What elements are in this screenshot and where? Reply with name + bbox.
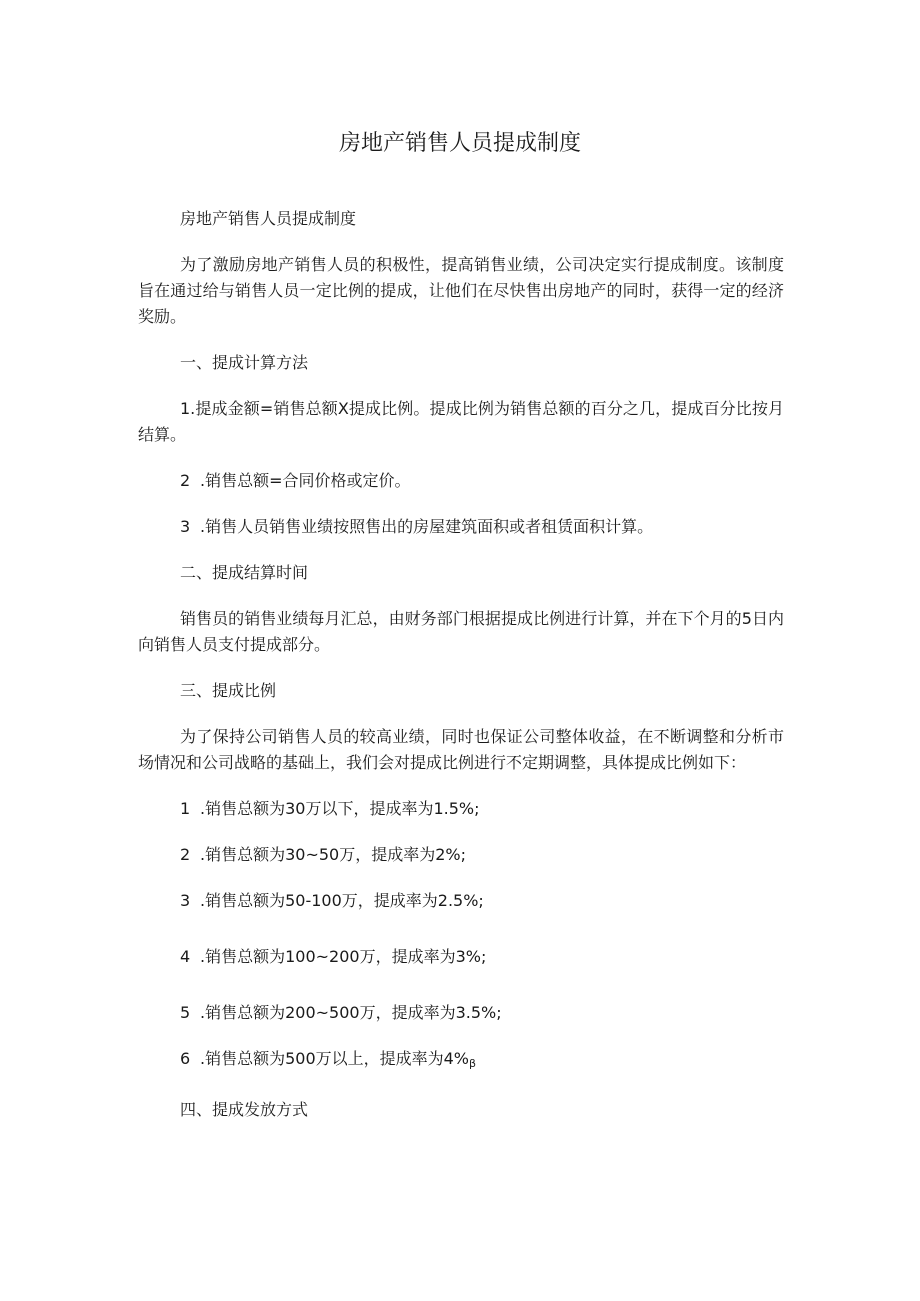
document-title: 房地产销售人员提成制度 bbox=[338, 131, 581, 156]
rate-item-6 bbox=[138, 1046, 784, 1077]
list-number: 2 bbox=[180, 471, 191, 490]
list-number: 2 bbox=[180, 845, 191, 864]
list-text: .销售总额=合同价格或定价。 bbox=[200, 471, 411, 490]
section-heading-payout: 四、提成发放方式 bbox=[180, 1100, 309, 1119]
section-heading-calculation: 一、提成计算方法 bbox=[180, 353, 309, 372]
list-number: 3 bbox=[180, 891, 191, 910]
rate-item-4 bbox=[138, 944, 784, 970]
list-text: .销售人员销售业绩按照售出的房屋建筑面积或者租赁面积计算。 bbox=[200, 517, 654, 536]
calculation-item-2 bbox=[138, 468, 784, 494]
list-number: 3 bbox=[180, 517, 191, 536]
list-number: 6 bbox=[180, 1049, 191, 1068]
document-subtitle: 房地产销售人员提成制度 bbox=[180, 209, 357, 228]
intro-paragraph: 为了激励房地产销售人员的积极性，提高销售业绩，公司决定实行提成制度。该制度旨在通过给与销售人员一定比例的提成，让他们在尽快售出房地产的同时，获得一定的经济奖励。 bbox=[138, 255, 784, 326]
rates-paragraph: 为了保持公司销售人员的较高业绩，同时也保证公司整体收益，在不断调整和分析市场情况和公司战略的基础上，我们会对提成比例进行不定期调整，具体提成比例如下： bbox=[138, 727, 784, 772]
list-text: .销售总额为500万以上，提成率为4% bbox=[200, 1049, 470, 1068]
section-heading-rates: 三、提成比例 bbox=[180, 681, 277, 700]
list-number: 1 bbox=[180, 799, 191, 818]
rate-item-3 bbox=[138, 888, 784, 914]
list-text: .销售总额为30万以下，提成率为1.5%; bbox=[200, 799, 480, 818]
list-number: 4 bbox=[180, 947, 191, 966]
list-suffix: β bbox=[469, 1057, 477, 1070]
rate-item-2 bbox=[138, 842, 784, 868]
list-text: .销售总额为100~200万，提成率为3%; bbox=[200, 947, 487, 966]
settlement-paragraph: 销售员的销售业绩每月汇总，由财务部门根据提成比例进行计算，并在下个月的5日内向销售人员支付提成部分。 bbox=[138, 609, 784, 654]
rate-item-5 bbox=[138, 1000, 784, 1026]
calculation-item-1: 1.提成金额=销售总额X提成比例。提成比例为销售总额的百分之几，提成百分比按月结算。 bbox=[138, 399, 784, 444]
list-text: .销售总额为50-100万，提成率为2.5%; bbox=[200, 891, 484, 910]
list-number: 5 bbox=[180, 1003, 191, 1022]
rate-item-1 bbox=[138, 796, 784, 822]
list-text: .销售总额为200~500万，提成率为3.5%; bbox=[200, 1003, 502, 1022]
document-body bbox=[138, 206, 784, 1143]
calculation-item-3 bbox=[138, 514, 784, 540]
list-text: .销售总额为30~50万，提成率为2%; bbox=[200, 845, 466, 864]
section-heading-settlement: 二、提成结算时间 bbox=[180, 563, 309, 582]
